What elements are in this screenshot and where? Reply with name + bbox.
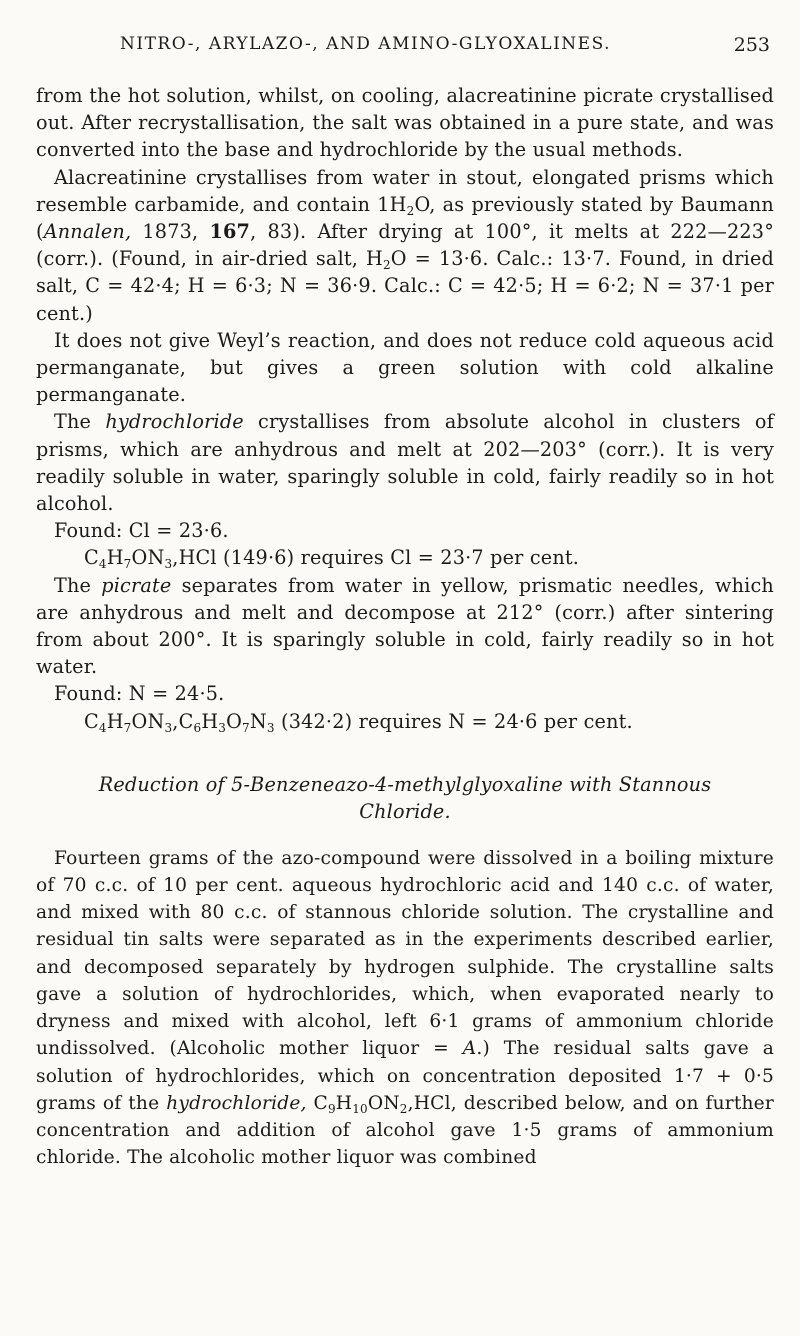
paragraph-4: The hydrochloride crystallises from absolute alcohol in clusters of prisms, which are anhydrous and melt at 202—203° (corr.). It is very readily soluble in water, sparingly soluble in cold, fairly readily so in hot alcohol. [36,410,774,516]
page-number: 253 [733,34,770,56]
section-heading-line-2: Chloride. [359,799,451,823]
formula-line-1: $C_4H_7ON_3,HCl$ (149·6) requires Cl = 23·7 per cent. [84,546,580,572]
paragraph-3: It does not give Weyl’s reaction, and does not reduce cold aqueous acid permanganate, but gives a green solution with cold alkaline permanganate. [36,328,774,407]
section-heading-line-1: Reduction of 5-Benzeneazo-4-methylglyoxaline with Stannous [98,772,712,796]
paragraph-6: Fourteen grams of the azo-compound were dissolved in a boiling mixture of 70 c.c. of 10 per cent. aqueous hydrochloric acid and 140 c.c. of water, and mixed with 80 c.c. of stannous chloride solution. The crystalline and residual tin salts were separated as in the experiments described earlier, and decomposed separately by hydrogen sulphide. The crystalline salts gave a solution of hydrochlorides, which, when evaporated nearly to dryness and mixed with alcohol, left 6·1 grams of ammonium chloride undissolved. (Alcoholic mother liquor = A.) The residual salts gave a solution of hydrochlorides, which on concentration deposited 1·7 + 0·5 grams of the hydrochloride, $C_9H_{10}ON_2,HCl$, described below, and on further concentration and addition of alcohol gave 1·5 grams of ammonium chloride. The alcoholic mother liquor was combined [36,847,774,1169]
term-picrate: picrate [101,573,172,597]
paragraph-2: Alacreatinine crystallises from water in stout, elongated prisms which resemble carbamide, and contain $1H_2O$, as previously stated by Baumann (Annalen, 1873, 167, 83). After drying at 100°, it melts at 222—223° (corr.). (Found, in air-dried salt, $H_2O = 13\cdot 6$. Calc.: 13·7. Found, in dried salt, C = 42·4; H = 6·3; N = 36·9. Calc.: C = 42·5; H = 6·2; N = 37·1 per cent.) [36,165,774,325]
term-hydrochloride-2: hydrochloride, [166,1092,307,1114]
volume-number: 167 [209,220,251,244]
formula-line-2: $C_4H_7ON_3,C_6H_3O_7N_3$ (342·2) requires N = 24·6 per cent. [84,709,633,735]
paragraph-5: The picrate separates from water in yellow, prismatic needles, which are anhydrous and melt and decompose at 212° (corr.) after sintering from about 200°. It is sparingly soluble in cold, fairly readily so in hot water. [36,573,774,679]
paragraph-1: from the hot solution, whilst, on cooling, alacreatinine picrate crystallised out. After recrystallisation, the salt was obtained in a pure state, and was converted into the base and hydrochloride by the usual methods. [36,84,774,162]
found-line-1: Found: Cl = 23·6. [54,519,229,543]
found-line-2: Found: N = 24·5. [54,682,225,706]
body-text [36,82,774,1171]
running-head-title: NITRO-, ARYLAZO-, AND AMINO-GLYOXALINES. [120,34,612,54]
journal-title: Annalen, [43,220,132,244]
section-heading [36,771,774,825]
term-hydrochloride: hydrochloride [105,410,244,434]
